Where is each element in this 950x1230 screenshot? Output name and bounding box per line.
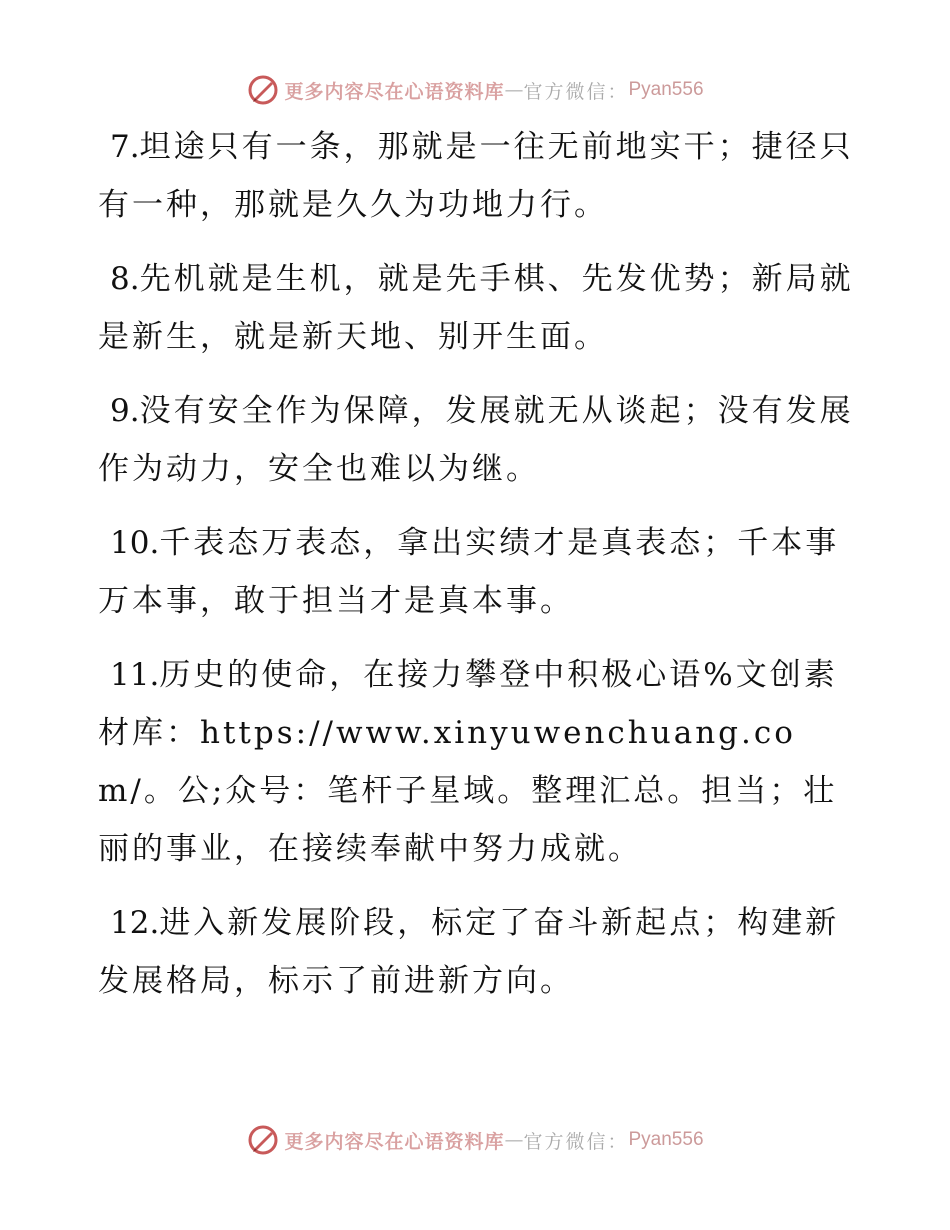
watermark-label: 官方微信： [523,1130,629,1153]
watermark-dash: — [504,1129,524,1151]
footer-watermark [0,1120,950,1160]
watermark-brand: 更多内容尽在心语资料库 [284,1130,505,1153]
paragraph-number: 7. [110,129,140,165]
pen-logo-icon [246,73,280,107]
watermark-label: 官方微信： [523,80,629,103]
paragraph-9 [98,382,858,498]
paragraph-text: 没有安全作为保障，发展就无从谈起；没有发展作为动力，安全也难以为继。 [98,393,854,487]
pen-logo-icon [246,1123,280,1157]
watermark-wechat-id: Pyan556 [628,79,704,100]
paragraph-number: 12. [110,905,160,941]
paragraph-11 [98,646,858,878]
paragraph-text: 进入新发展阶段，标定了奋斗新起点；构建新发展格局，标示了前进新方向。 [98,905,840,999]
header-watermark [0,70,950,110]
paragraph-number: 8. [110,261,140,297]
document-body [98,118,858,1026]
paragraph-text: 历史的使命，在接力攀登中积极心语%文创素材库：https://www.xinyuwenchuang.com/。公;众号：笔杆子星域。整理汇总。担当；壮丽的事业，在接续奉献中努力成就。 [98,657,838,867]
watermark-brand: 更多内容尽在心语资料库 [284,80,505,103]
paragraph-text: 千表态万表态，拿出实绩才是真表态；千本事万本事，敢于担当才是真本事。 [98,525,840,619]
paragraph-12 [98,894,858,1010]
watermark-dash: — [504,79,524,101]
paragraph-number: 9. [110,393,140,429]
paragraph-10 [98,514,858,630]
paragraph-text: 先机就是生机，就是先手棋、先发优势；新局就是新生，就是新天地、别开生面。 [98,261,854,355]
paragraph-8 [98,250,858,366]
paragraph-number: 10. [110,525,160,561]
paragraph-7 [98,118,858,234]
watermark-wechat-id: Pyan556 [628,1129,704,1150]
paragraph-text: 坦途只有一条，那就是一往无前地实干；捷径只有一种，那就是久久为功地力行。 [98,129,854,223]
paragraph-number: 11. [110,657,160,693]
